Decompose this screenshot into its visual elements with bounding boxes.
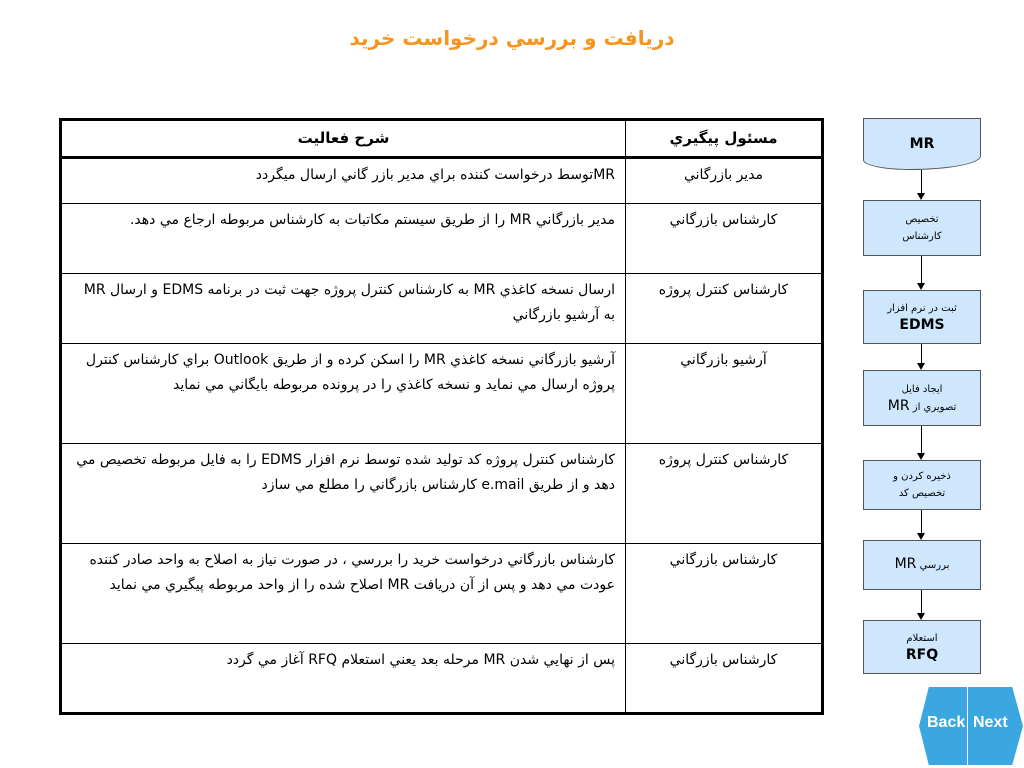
arrow-down-icon (917, 283, 925, 290)
flow-step-review (863, 540, 981, 590)
flow-step-mr-label: MR (909, 135, 935, 152)
arrow-down-icon (917, 533, 925, 540)
flow-step-assign-line1: تخصيص (905, 214, 939, 225)
responsible-person: كارشناس بازرگاني (626, 644, 823, 714)
responsible-person: آرشيو بازرگاني (626, 344, 823, 444)
table-header-row (61, 120, 823, 158)
flow-step-assign (863, 200, 981, 256)
flow-step-inquiry (863, 620, 981, 674)
flow-step-assign-line2: كارشناس (902, 231, 942, 242)
activity-description: كارشناس بازرگاني درخواست خريد را بررسي ، در صورت نياز به اصلاح به واحد صادر كننده عودت مي دهد و پس از آن دريافت MR اصلاح شده را از واحد مربوطه پيگيري مي نمايد (61, 544, 626, 644)
flow-step-save-line1: ذخيره كردن و (893, 471, 951, 482)
activity-description: كارشناس كنترل پروژه كد توليد شده توسط نرم افزار EDMS را به فايل مربوطه تخصيص مي دهد و از طريق e.mail كارشناس بازرگاني را مطلع مي سازد (61, 444, 626, 544)
arrow-down-icon (917, 193, 925, 200)
responsible-person: مدير بازرگاني (626, 158, 823, 204)
table-row (61, 644, 823, 714)
header-responsible: مسئول پيگيري (626, 120, 823, 158)
activity-description: مدير بازرگاني MR را از طريق سيستم مكاتبات به كارشناس مربوطه ارجاع مي دهد. (61, 204, 626, 274)
flow-step-image-mr: MR (887, 397, 910, 414)
responsible-person: كارشناس بازرگاني (626, 544, 823, 644)
flow-step-save-line2: تخصيص كد (898, 488, 946, 499)
activity-description: آرشيو بازرگاني نسخه كاغذي MR را اسكن كرده و از طريق Outlook براي كارشناس كنترل پروژه ارسال مي نمايد و نسخه كاغذي را در پرونده مربوطه بايگاني مي نمايد (61, 344, 626, 444)
flow-connector (921, 590, 922, 613)
next-button[interactable] (967, 686, 1024, 766)
back-button-label: Back (927, 714, 966, 731)
flow-connector (921, 170, 922, 193)
flow-step-inquiry-line2: RFQ (905, 647, 939, 663)
responsible-person: كارشناس بازرگاني (626, 204, 823, 274)
flow-step-save (863, 460, 981, 510)
table-row (61, 344, 823, 444)
table-row (61, 158, 823, 204)
activity-description: پس از نهايي شدن MR مرحله بعد يعني استعلام RFQ آغاز مي گردد (61, 644, 626, 714)
table-row (61, 444, 823, 544)
arrow-down-icon (917, 363, 925, 370)
next-button-label: Next (973, 714, 1008, 731)
table-row (61, 274, 823, 344)
arrow-down-icon (917, 453, 925, 460)
flow-connector (921, 256, 922, 283)
table-row (61, 204, 823, 274)
flow-connector (921, 510, 922, 533)
flow-step-image-line2: تصويري از (912, 401, 957, 413)
header-description: شرح فعاليت (61, 120, 626, 158)
activity-description: ارسال نسخه كاغذي MR به كارشناس كنترل پروژه جهت ثبت در برنامه EDMS و ارسال MR به آرشيو بازرگاني (61, 274, 626, 344)
page-title: دريافت و بررسي درخواست خريد (349, 26, 675, 50)
flow-step-review-label: بررسي (919, 560, 950, 571)
flow-step-review-mr: MR (894, 556, 917, 572)
flow-step-mr (863, 118, 981, 170)
table-row (61, 544, 823, 644)
responsible-person: كارشناس كنترل پروژه (626, 444, 823, 544)
flow-connector (921, 344, 922, 363)
flow-connector (921, 426, 922, 453)
activity-table (59, 118, 824, 715)
flow-step-inquiry-line1: استعلام (906, 633, 938, 644)
arrow-down-icon (917, 613, 925, 620)
flow-step-edms (863, 290, 981, 344)
flow-step-edms-line1: ثبت در نرم افزار (887, 303, 957, 314)
flow-step-image-line1: ايجاد فايل (901, 383, 943, 395)
flow-step-edms-line2: EDMS (899, 317, 945, 333)
activity-description: MRتوسط درخواست كننده براي مدير بازر گاني ارسال ميگردد (61, 158, 626, 204)
flow-step-image (863, 370, 981, 426)
responsible-person: كارشناس كنترل پروژه (626, 274, 823, 344)
